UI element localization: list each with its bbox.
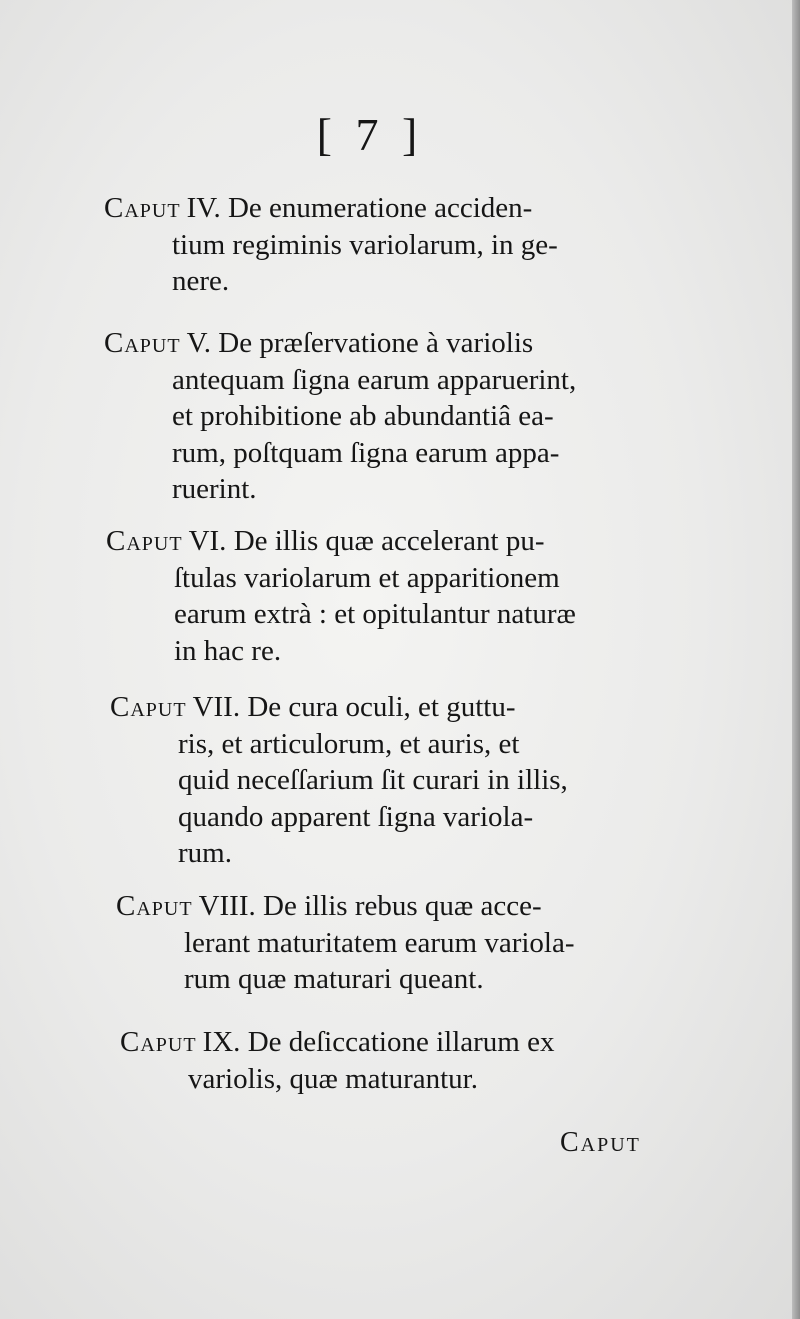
chapter-text-line: in hac re. bbox=[174, 634, 282, 667]
chapter-text-line: De præſervatione à variolis bbox=[218, 327, 534, 359]
chapter-text-line: variolis, quæ maturantur. bbox=[188, 1062, 478, 1095]
chapter-text-line: ris, et articulorum, et auris, et bbox=[178, 727, 520, 760]
chapter-numeral: VIII. bbox=[198, 890, 256, 922]
chapter-word: Caput bbox=[116, 890, 193, 922]
chapter-word: Caput bbox=[104, 192, 181, 224]
chapter-entry-vii bbox=[110, 689, 670, 872]
chapter-text-line: quando apparent ſigna variola- bbox=[178, 800, 534, 833]
chapter-word: Caput bbox=[110, 691, 187, 723]
chapter-numeral: VII. bbox=[192, 691, 241, 723]
chapter-entry-viii bbox=[116, 888, 676, 998]
chapter-text-line: lerant maturitatem earum variola- bbox=[184, 926, 575, 959]
chapter-text-line: tium regiminis variolarum, in ge- bbox=[172, 228, 558, 261]
chapter-text-line: ruerint. bbox=[172, 473, 257, 505]
chapter-text-line: nere. bbox=[172, 265, 230, 297]
chapter-numeral: IX. bbox=[202, 1026, 241, 1058]
chapter-text-line: De enumeratione acciden- bbox=[227, 192, 533, 224]
chapter-entry-vi bbox=[106, 523, 666, 669]
chapter-text-line: antequam ſigna earum apparuerint, bbox=[172, 363, 577, 396]
chapter-entry-v bbox=[104, 325, 664, 508]
chapter-text-line: earum extrà : et opitulantur naturæ bbox=[174, 598, 576, 630]
page-number: [ 7 ] bbox=[316, 109, 424, 160]
chapter-text-line: ſtulas variolarum et apparitionem bbox=[174, 561, 560, 594]
chapter-text-line: rum, poſtquam ſigna earum appa- bbox=[172, 436, 560, 469]
catchword: Caput bbox=[560, 1127, 641, 1158]
chapter-word: Caput bbox=[104, 327, 181, 359]
chapter-word: Caput bbox=[120, 1026, 197, 1058]
chapter-text-line: rum. bbox=[178, 837, 232, 869]
chapter-numeral: VI. bbox=[188, 525, 227, 557]
chapter-numeral: IV. bbox=[186, 192, 221, 224]
chapter-text-line: quid neceſſarium ſit curari in illis, bbox=[178, 764, 568, 796]
chapter-text-line: De cura oculi, et guttu- bbox=[247, 691, 516, 723]
chapter-text-line: De illis quæ accelerant pu- bbox=[233, 525, 545, 557]
page-edge-shadow bbox=[792, 0, 800, 1319]
chapter-entry-iv bbox=[104, 190, 664, 300]
chapter-text-line: rum quæ maturari queant. bbox=[184, 963, 484, 995]
chapter-numeral: V. bbox=[186, 327, 212, 359]
chapter-word: Caput bbox=[106, 525, 183, 557]
chapter-text-line: De illis rebus quæ acce- bbox=[263, 890, 542, 922]
chapter-entry-ix bbox=[120, 1024, 680, 1097]
chapter-text-line: De deſiccatione illarum ex bbox=[247, 1026, 555, 1058]
chapter-text-line: et prohibitione ab abundantiâ ea- bbox=[172, 400, 554, 432]
